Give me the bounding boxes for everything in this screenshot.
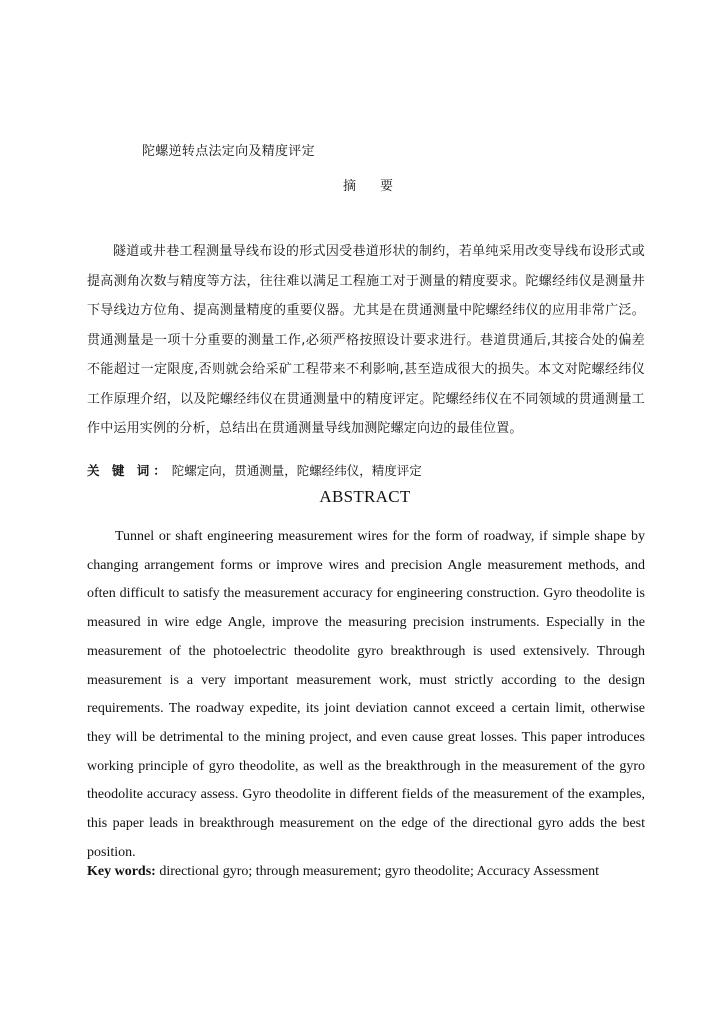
abstract-cn-heading-char-2: 要 <box>380 179 400 194</box>
keywords-en-value: directional gyro; through measurement; gyro theodolite; Accuracy Assessment <box>159 864 600 879</box>
keywords-en-label: Key words: <box>87 864 156 879</box>
abstract-cn-body: 隧道或井巷工程测量导线布设的形式因受巷道形状的制约，若单纯采用改变导线布设形式或提高测角次数与精度等方法，往往难以满足工程施工对于测量的精度要求。陀螺经纬仪是测量井下导线边方位角、提高测量精度的重要仪器。尤其是在贯通测量中陀螺经纬仪的应用非常广泛。贯通测量是一项十分重要的测量工作,必须严格按照设计要求进行。巷道贯通后,其接合处的偏差不能超过一定限度,否则就会给采矿工程带来不利影响,甚至造成很大的损失。本文对陀螺经纬仪工作原理介绍，以及陀螺经纬仪在贯通测量中的精度评定。陀螺经纬仪在不同领域的贯通测量工作中运用实例的分析，总结出在贯通测量导线加测陀螺定向边的最佳位置。 <box>87 244 645 436</box>
keywords-cn <box>87 461 645 479</box>
abstract-en-body: Tunnel or shaft engineering measurement wires for the form of roadway, if simple shape by changing arrangement forms or improve wires and precision Angle measurement methods, and often difficult to satisfy the measurement accuracy for engineering construction. Gyro theodolite is measured in wire edge Angle, improve the measuring precision instruments. Especially in the measurement of the photoelectric theodolite gyro breakthrough is used extensively. Through measurement is a very important measurement work, must strictly according to the design requirements. The roadway expedite, its joint deviation cannot exceed a certain limit, otherwise they will be detrimental to the mining project, and even cause great losses. This paper introduces working principle of gyro theodolite, as well as the breakthrough in the measurement of the gyro theodolite accuracy assess. Gyro theodolite in different fields of the measurement of the examples, this paper leads in breakthrough measurement on the edge of the directional gyro adds the best position. <box>87 529 645 860</box>
document-title: 陀螺逆转点法定向及精度评定 <box>142 144 315 159</box>
abstract-cn-heading <box>0 175 724 194</box>
abstract-en-heading: ABSTRACT <box>319 487 411 506</box>
keywords-cn-label: 关 键 词： <box>87 463 170 478</box>
keywords-en <box>87 864 645 880</box>
abstract-cn-heading-char-1: 摘 <box>342 179 362 194</box>
keywords-cn-value: 陀螺定向，贯通测量，陀螺经纬仪，精度评定 <box>171 463 422 478</box>
